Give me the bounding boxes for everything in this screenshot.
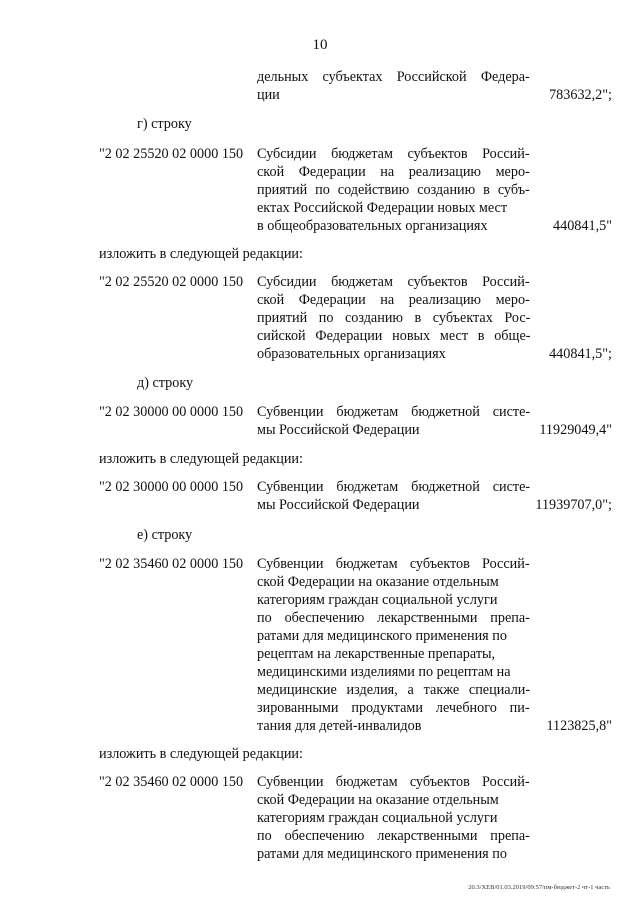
- text-line: Субсидии бюджетам субъектов Россий-: [257, 146, 530, 162]
- text-line: дельных субъектах Российской Федера-: [257, 69, 530, 85]
- budget-code: "2 02 35460 02 0000 150: [99, 556, 244, 572]
- section-label: г) строку: [137, 116, 192, 132]
- text-line: приятий по созданию в субъектах Рос-: [257, 310, 531, 326]
- text-line: ской Федерации на реализацию меро-: [257, 164, 530, 180]
- footer-stamp: 20.3/ХЕВ/01.03.2019/09:57/пм-бюджет-2 чт-1 часть: [468, 884, 610, 891]
- text-line: категориям граждан социальной услуги: [257, 592, 498, 608]
- amount: 440841,5";: [549, 346, 612, 362]
- text-line: зированными продуктами лечебного пи-: [257, 700, 530, 716]
- amount: 11929049,4": [539, 422, 612, 438]
- budget-code: "2 02 25520 02 0000 150: [99, 146, 244, 162]
- text-line: Субвенции бюджетам субъектов Россий-: [257, 774, 530, 790]
- amount: 1123825,8": [546, 718, 612, 734]
- text-line: ектах Российской Федерации новых мест: [257, 200, 508, 216]
- text-line: медицинскими изделиями по рецептам на: [257, 664, 511, 680]
- text-line: мы Российской Федерации: [257, 497, 420, 513]
- text-line: рецептам на лекарственные препараты,: [257, 646, 496, 662]
- text-line: образовательных организациях: [257, 346, 446, 362]
- instruction: изложить в следующей редакции:: [99, 451, 303, 467]
- budget-code: "2 02 30000 00 0000 150: [99, 479, 244, 495]
- text-line: мы Российской Федерации: [257, 422, 420, 438]
- text-line: тания для детей-инвалидов: [257, 718, 422, 734]
- text-line: ской Федерации на оказание отдельным: [257, 792, 499, 808]
- text-line: приятий по содействию созданию в субъ-: [257, 182, 530, 198]
- text-line: категориям граждан социальной услуги: [257, 810, 498, 826]
- text-line: Субсидии бюджетам субъектов Россий-: [257, 274, 530, 290]
- text-line: Субвенции бюджетам субъектов Россий-: [257, 556, 530, 572]
- text-line: ской Федерации на реализацию меро-: [257, 292, 530, 308]
- text-line: сийской Федерации новых мест в обще-: [257, 328, 531, 344]
- section-label: д) строку: [137, 375, 194, 391]
- section-label: е) строку: [137, 527, 193, 543]
- amount: 11939707,0";: [535, 497, 612, 513]
- budget-code: "2 02 30000 00 0000 150: [99, 404, 244, 420]
- instruction: изложить в следующей редакции:: [99, 746, 303, 762]
- text-line: ратами для медицинского применения по: [257, 846, 507, 862]
- text-line: Субвенции бюджетам бюджетной систе-: [257, 404, 531, 420]
- text-line: ратами для медицинского применения по: [257, 628, 507, 644]
- text-line: в общеобразовательных организациях: [257, 218, 488, 234]
- instruction: изложить в следующей редакции:: [99, 246, 303, 262]
- text-line: по обеспечению лекарственными препа-: [257, 610, 530, 626]
- text-line: по обеспечению лекарственными препа-: [257, 828, 530, 844]
- text-line: медицинские изделия, а также специали-: [257, 682, 531, 698]
- amount: 440841,5": [553, 218, 612, 234]
- budget-code: "2 02 25520 02 0000 150: [99, 274, 244, 290]
- page-number: 10: [312, 37, 328, 53]
- text-line: ции: [257, 87, 280, 103]
- budget-code: "2 02 35460 02 0000 150: [99, 774, 244, 790]
- amount: 783632,2";: [549, 87, 612, 103]
- text-line: ской Федерации на оказание отдельным: [257, 574, 499, 590]
- text-line: Субвенции бюджетам бюджетной систе-: [257, 479, 531, 495]
